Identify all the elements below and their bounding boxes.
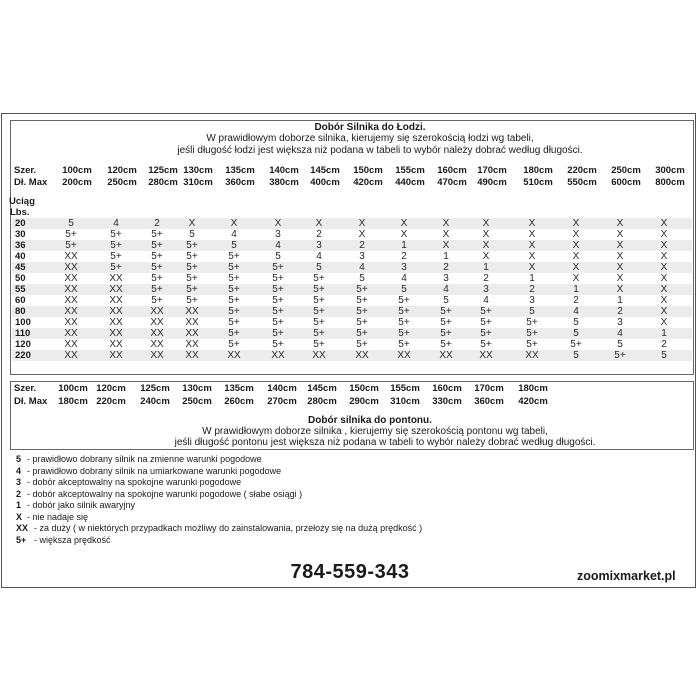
boat-length-cell: 510cm (523, 177, 553, 188)
pontoon-length-cell: 330cm (432, 396, 462, 407)
thrust-value: 120 (15, 339, 31, 350)
table-cell: XX (64, 273, 78, 284)
table-cell: XX (109, 273, 123, 284)
table-cell: 5+ (313, 317, 325, 328)
table-cell: X (400, 229, 408, 240)
table-cell: XX (525, 350, 539, 361)
website: zoomixmarket.pl (577, 569, 676, 583)
boat-width-cell: 150cm (353, 165, 383, 176)
table-cell: 5 (68, 218, 74, 229)
pontoon-length-cell: 280cm (307, 396, 337, 407)
table-cell: XX (397, 350, 411, 361)
table-cell: 5+ (356, 328, 368, 339)
table-cell: 4 (617, 328, 623, 339)
table-cell: 5+ (186, 251, 198, 262)
table-cell: 5 (573, 317, 579, 328)
thrust-value: 220 (15, 350, 31, 361)
boat-length-cell: 280cm (148, 177, 178, 188)
boat-width-cell: 250cm (611, 165, 641, 176)
table-cell: XX (185, 328, 199, 339)
thrust-value: 45 (15, 262, 26, 273)
table-cell: 5+ (440, 306, 452, 317)
table-cell: 5+ (151, 262, 163, 273)
pontoon-width-label: Szer. (14, 383, 37, 394)
table-cell: 5+ (228, 317, 240, 328)
table-cell: 1 (483, 262, 489, 273)
table-cell: 5+ (356, 306, 368, 317)
table-cell: 5+ (356, 339, 368, 350)
table-cell: X (616, 273, 624, 284)
table-cell: X (482, 240, 490, 251)
table-cell: 5+ (440, 339, 452, 350)
pontoon-width-cell: 180cm (518, 383, 548, 394)
table-cell: XX (439, 350, 453, 361)
table-cell: 5+ (272, 273, 284, 284)
table-cell: 5+ (186, 273, 198, 284)
table-cell: X (358, 229, 366, 240)
legend-key: 3 (16, 477, 22, 487)
table-cell: 5+ (356, 295, 368, 306)
table-cell: 2 (661, 339, 667, 350)
table-cell: 2 (401, 251, 407, 262)
table-cell: X (358, 218, 366, 229)
legend-key: 5 (16, 454, 22, 464)
pontoon-width-cell: 155cm (390, 383, 420, 394)
table-cell: XX (271, 350, 285, 361)
table-cell: X (660, 284, 668, 295)
table-cell: X (660, 218, 668, 229)
table-cell: X (616, 218, 624, 229)
table-cell: X (660, 240, 668, 251)
table-cell: 3 (529, 295, 535, 306)
table-cell: XX (355, 350, 369, 361)
boat-length-cell: 420cm (353, 177, 383, 188)
table-cell: XX (109, 350, 123, 361)
table-cell: 5+ (313, 284, 325, 295)
thrust-label: Uciąg (9, 196, 35, 207)
boat-length-cell: 600cm (611, 177, 641, 188)
table-cell: X (572, 240, 580, 251)
pontoon-length-cell: 250cm (182, 396, 212, 407)
table-cell: 5+ (480, 328, 492, 339)
table-cell: 5 (231, 240, 237, 251)
table-cell: X (442, 218, 450, 229)
pontoon-length-label: Dł. Max (14, 396, 48, 407)
table-cell: X (482, 229, 490, 240)
table-cell: 4 (401, 273, 407, 284)
table-cell: XX (150, 339, 164, 350)
pontoon-width-cell: 125cm (140, 383, 170, 394)
table-cell: XX (185, 306, 199, 317)
pontoon-length-cell: 270cm (267, 396, 297, 407)
thrust-value: 40 (15, 251, 26, 262)
table-cell: XX (64, 317, 78, 328)
table-cell: 5 (573, 328, 579, 339)
table-cell: 1 (401, 240, 407, 251)
pontoon-line2: jeśli długość pontonu jest większa niż podana w tabeli to wybór należy dobrać według długości. (174, 437, 596, 448)
legend-key: XX (16, 523, 29, 533)
table-cell: 2 (443, 262, 449, 273)
table-cell: 5+ (228, 295, 240, 306)
table-cell: 5+ (272, 262, 284, 273)
table-cell: X (616, 284, 624, 295)
phone-number: 784-559-343 (290, 561, 410, 583)
table-cell: XX (150, 350, 164, 361)
table-cell: 5+ (614, 350, 626, 361)
thrust-value: 100 (15, 317, 31, 328)
table-cell: X (616, 240, 624, 251)
table-cell: 5+ (272, 295, 284, 306)
pontoon-width-cell: 145cm (307, 383, 337, 394)
table-cell: X (660, 262, 668, 273)
legend-text: - prawidłowo dobrany silnik na zmienne warunki pogodowe (27, 454, 262, 464)
thrust-value: 36 (15, 240, 26, 251)
table-cell: XX (64, 350, 78, 361)
table-cell: XX (150, 328, 164, 339)
legend-key: 1 (16, 500, 22, 510)
boat-length-cell: 200cm (62, 177, 92, 188)
table-cell: 4 (483, 295, 489, 306)
pontoon-width-cell: 140cm (267, 383, 297, 394)
boat-length-cell: 360cm (225, 177, 255, 188)
table-cell: X (660, 295, 668, 306)
pontoon-length-cell: 220cm (96, 396, 126, 407)
table-cell: 2 (316, 229, 322, 240)
table-cell: 2 (359, 240, 365, 251)
table-cell: 4 (443, 284, 449, 295)
table-cell: 5+ (526, 339, 538, 350)
table-cell: X (528, 218, 536, 229)
boat-length-cell: 400cm (310, 177, 340, 188)
pontoon-length-cell: 420cm (518, 396, 548, 407)
boat-length-cell: 380cm (269, 177, 299, 188)
legend-text: - nie nadaje się (27, 511, 89, 522)
table-cell: 5+ (526, 317, 538, 328)
table-cell: 3 (401, 262, 407, 273)
table-cell: X (660, 306, 668, 317)
thrust-value: 50 (15, 273, 26, 284)
boat-length-cell: 470cm (437, 177, 467, 188)
table-cell: 5+ (151, 251, 163, 262)
boat-length-cell: 490cm (477, 177, 507, 188)
boat-length-cell: 550cm (567, 177, 597, 188)
table-cell: 5+ (398, 306, 410, 317)
table-cell: 5+ (313, 339, 325, 350)
table-cell: 4 (573, 306, 579, 317)
table-cell: 5+ (65, 229, 77, 240)
table-cell: 5+ (398, 339, 410, 350)
table-cell: 3 (359, 251, 365, 262)
table-cell: XX (64, 262, 78, 273)
table-cell: 5 (443, 295, 449, 306)
legend-text: - większa prędkość (34, 534, 111, 545)
table-cell: 2 (483, 273, 489, 284)
table-cell: 5 (573, 350, 579, 361)
table-cell: XX (64, 306, 78, 317)
table-cell: 3 (316, 240, 322, 251)
boat-width-cell: 135cm (225, 165, 255, 176)
legend-text: - prawidłowo dobrany silnik na umiarkowane warunki pogodowe (27, 465, 282, 476)
boat-width-cell: 125cm (148, 165, 178, 176)
table-cell: X (442, 229, 450, 240)
boat-width-cell: 130cm (183, 165, 213, 176)
boat-width-cell: 120cm (107, 165, 137, 176)
boat-length-cell: 250cm (107, 177, 137, 188)
table-cell: 1 (443, 251, 449, 262)
table-cell: X (400, 218, 408, 229)
boat-length-cell: 310cm (183, 177, 213, 188)
table-cell: X (274, 218, 282, 229)
table-cell: XX (109, 339, 123, 350)
table-cell: 1 (617, 295, 623, 306)
pontoon-width-cell: 170cm (474, 383, 504, 394)
boat-width-cell: 170cm (477, 165, 507, 176)
boat-line1: W prawidłowym doborze silnika, kierujemy się szerokością łodzi wg tabeli, (206, 133, 534, 144)
pontoon-width-cell: 120cm (96, 383, 126, 394)
pontoon-width-cell: 160cm (432, 383, 462, 394)
thrust-value: 55 (15, 284, 26, 295)
table-cell: 5+ (398, 295, 410, 306)
thrust-value: 20 (15, 218, 26, 229)
pontoon-width-cell: 130cm (182, 383, 212, 394)
table-cell: XX (312, 350, 326, 361)
pontoon-width-cell: 135cm (224, 383, 254, 394)
table-cell: 2 (617, 306, 623, 317)
boat-length-cell: 800cm (655, 177, 685, 188)
table-cell: 5+ (228, 306, 240, 317)
table-cell: 5+ (228, 262, 240, 273)
table-cell: 5+ (526, 328, 538, 339)
table-cell: XX (109, 284, 123, 295)
pontoon-width-cell: 100cm (58, 383, 88, 394)
table-cell: 5+ (272, 317, 284, 328)
boat-width-cell: 100cm (62, 165, 92, 176)
table-cell: 1 (529, 273, 535, 284)
table-cell: 5+ (272, 328, 284, 339)
table-cell: 5+ (356, 284, 368, 295)
table-cell: XX (64, 251, 78, 262)
thrust-value: 80 (15, 306, 26, 317)
table-cell: 5+ (186, 284, 198, 295)
table-cell: XX (64, 339, 78, 350)
table-cell: X (188, 218, 196, 229)
table-cell: XX (64, 295, 78, 306)
table-cell: 5+ (228, 339, 240, 350)
thrust-value: 110 (15, 328, 31, 339)
table-cell: XX (109, 317, 123, 328)
table-cell: 5+ (480, 317, 492, 328)
table-cell: 5 (617, 339, 623, 350)
table-cell: 5+ (440, 328, 452, 339)
table-cell: 5+ (313, 328, 325, 339)
table-cell: 5+ (65, 240, 77, 251)
table-cell: 5+ (151, 295, 163, 306)
boat-line2: jeśli długość łodzi jest większa niż podana w tabeli to wybór należy dobrać według długości. (177, 145, 583, 156)
boat-width-label: Szer. (14, 165, 37, 176)
boat-length-label: Dł. Max (14, 177, 48, 188)
pontoon-title: Dobór silnika do pontonu. (308, 415, 432, 426)
table-cell: 4 (231, 229, 237, 240)
table-cell: X (660, 229, 668, 240)
table-cell: X (442, 240, 450, 251)
table-cell: XX (109, 328, 123, 339)
table-cell: X (572, 273, 580, 284)
table-cell: 5+ (480, 306, 492, 317)
table-cell: 5+ (480, 339, 492, 350)
pontoon-width-cell: 150cm (349, 383, 379, 394)
boat-width-cell: 180cm (523, 165, 553, 176)
table-cell: 5+ (228, 273, 240, 284)
thrust-value: 30 (15, 229, 26, 240)
lbs-label: Lbs. (10, 207, 30, 218)
table-cell: 5+ (313, 306, 325, 317)
table-cell: X (482, 251, 490, 262)
table-cell: XX (109, 306, 123, 317)
boat-width-cell: 155cm (395, 165, 425, 176)
table-cell: X (616, 262, 624, 273)
table-cell: 5 (529, 306, 535, 317)
table-cell: 5+ (110, 251, 122, 262)
legend-key: 4 (16, 465, 22, 476)
table-cell: X (660, 273, 668, 284)
table-cell: 5 (661, 350, 667, 361)
table-cell: X (660, 317, 668, 328)
boat-width-cell: 300cm (655, 165, 685, 176)
boat-width-cell: 220cm (567, 165, 597, 176)
table-cell: 5 (401, 284, 407, 295)
table-cell: X (482, 218, 490, 229)
boat-width-cell: 140cm (269, 165, 299, 176)
boat-width-cell: 145cm (310, 165, 340, 176)
legend-text: - dobór akceptowalny na spokojne warunki pogodowe (27, 477, 242, 487)
table-cell: X (572, 229, 580, 240)
legend-text: - za duży ( w niektórych przypadkach możliwy do zainstalowania, przełoży się na dużą prędkość ) (34, 523, 423, 533)
table-cell: 5+ (151, 273, 163, 284)
table-cell: 5+ (151, 229, 163, 240)
table-cell: X (572, 262, 580, 273)
table-cell: 5+ (110, 262, 122, 273)
table-cell: 5+ (313, 273, 325, 284)
table-cell: X (616, 229, 624, 240)
table-cell: 5+ (110, 240, 122, 251)
table-cell: 4 (113, 218, 119, 229)
table-cell: 5+ (110, 229, 122, 240)
table-cell: 3 (617, 317, 623, 328)
table-cell: 3 (275, 229, 281, 240)
table-cell: X (230, 218, 238, 229)
pontoon-length-cell: 360cm (474, 396, 504, 407)
table-cell: 5+ (228, 328, 240, 339)
table-cell: XX (185, 317, 199, 328)
table-cell: 4 (275, 240, 281, 251)
table-cell: 5+ (398, 317, 410, 328)
table-cell: 5+ (228, 284, 240, 295)
table-cell: XX (64, 328, 78, 339)
table-cell: 2 (529, 284, 535, 295)
table-cell: X (528, 229, 536, 240)
table-cell: 1 (661, 328, 667, 339)
legend-key: 5+ (16, 534, 27, 545)
legend-key: 2 (16, 488, 22, 499)
table-cell: 5+ (272, 306, 284, 317)
table-cell: 3 (443, 273, 449, 284)
pontoon-length-cell: 260cm (224, 396, 254, 407)
table-cell: XX (64, 284, 78, 295)
table-cell: 2 (154, 218, 160, 229)
table-cell: 4 (316, 251, 322, 262)
pontoon-length-cell: 180cm (58, 396, 88, 407)
table-cell: 5 (189, 229, 195, 240)
table-cell: 5+ (186, 262, 198, 273)
pontoon-line1: W prawidłowym doborze silnika , kierujemy się szerokością pontonu wg tabeli, (202, 426, 548, 437)
pontoon-length-cell: 240cm (140, 396, 170, 407)
table-cell: 5+ (440, 317, 452, 328)
table-cell: 2 (573, 295, 579, 306)
table-cell: 5+ (228, 251, 240, 262)
table-cell: X (528, 262, 536, 273)
legend-text: - dobór jako silnik awaryjny (27, 500, 136, 510)
table-cell: 5+ (151, 284, 163, 295)
table-cell: XX (185, 339, 199, 350)
table-cell: XX (150, 306, 164, 317)
thrust-value: 60 (15, 295, 26, 306)
table-cell: XX (109, 295, 123, 306)
table-cell: 1 (573, 284, 579, 295)
pontoon-length-cell: 290cm (349, 396, 379, 407)
table-cell: 4 (359, 262, 365, 273)
table-cell: XX (150, 317, 164, 328)
table-cell: X (572, 251, 580, 262)
table-cell: X (660, 251, 668, 262)
table-cell: 5 (316, 262, 322, 273)
table-cell: 5+ (398, 328, 410, 339)
table-cell: 5+ (186, 240, 198, 251)
table-cell: 5 (275, 251, 281, 262)
table-cell: X (572, 218, 580, 229)
table-cell: XX (479, 350, 493, 361)
table-cell: 5+ (272, 284, 284, 295)
pontoon-length-cell: 310cm (390, 396, 420, 407)
boat-title: Dobór Silnika do Łodzi. (314, 122, 426, 133)
boat-width-cell: 160cm (437, 165, 467, 176)
table-cell: X (528, 240, 536, 251)
table-cell: 5 (359, 273, 365, 284)
table-cell: 5+ (313, 295, 325, 306)
table-cell: X (315, 218, 323, 229)
table-cell: X (616, 251, 624, 262)
table-cell: X (528, 251, 536, 262)
table-cell: XX (227, 350, 241, 361)
table-cell: 3 (483, 284, 489, 295)
legend-text: - dobór akceptowalny na spokojne warunki pogodowe ( słabe osiągi ) (27, 488, 303, 499)
table-cell: 5+ (570, 339, 582, 350)
table-cell: 5+ (272, 339, 284, 350)
legend-key: X (16, 511, 23, 522)
boat-length-cell: 440cm (395, 177, 425, 188)
table-cell: 5+ (151, 240, 163, 251)
table-cell: 5+ (356, 317, 368, 328)
table-cell: 5+ (186, 295, 198, 306)
table-cell: XX (185, 350, 199, 361)
